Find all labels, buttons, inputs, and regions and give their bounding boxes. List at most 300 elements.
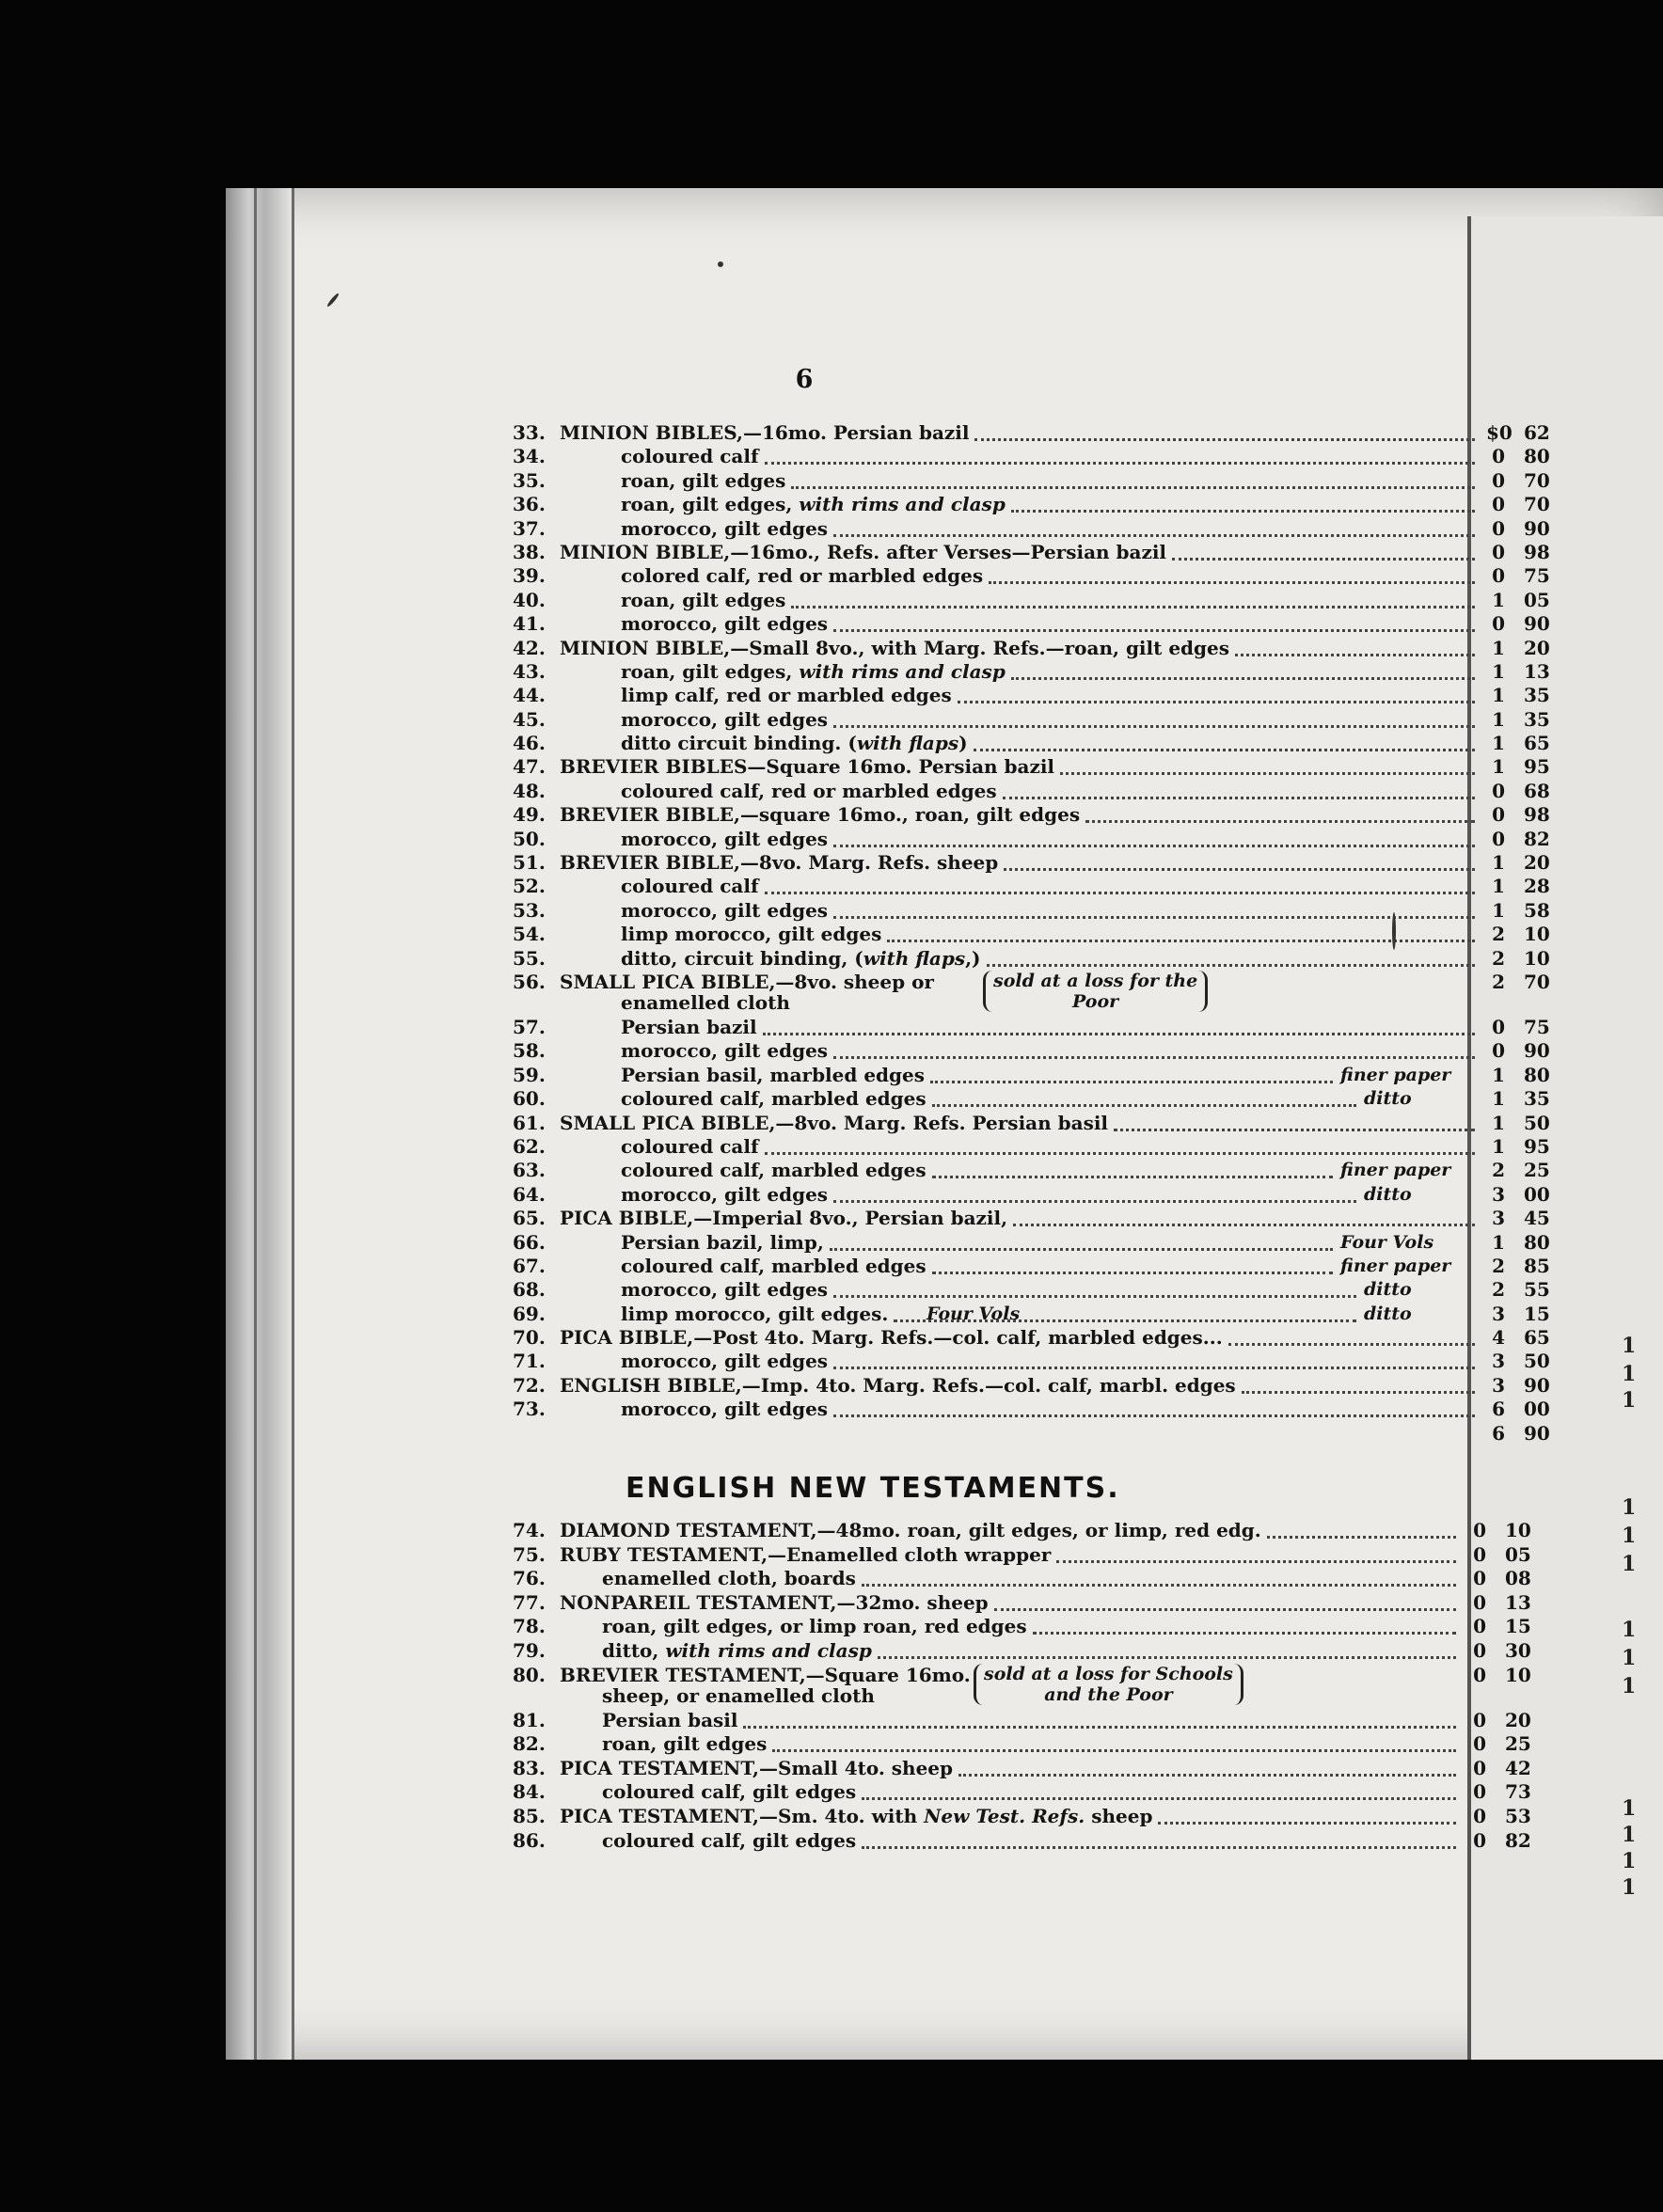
item-number: 54. xyxy=(513,923,546,946)
list-item xyxy=(513,1757,1547,1781)
dot-leader xyxy=(1011,510,1475,513)
price-dollars: 0 xyxy=(1492,827,1505,850)
price-dollars: 0 xyxy=(1492,445,1505,468)
list-item xyxy=(513,803,1550,827)
item-description: BREVIER BIBLE,—8vo. Marg. Refs. sheep xyxy=(560,851,999,875)
item-description: MINION BIBLE,—Small 8vo., with Marg. Refs.—roan, gilt edges xyxy=(560,636,1230,659)
item-number: 80. xyxy=(513,1663,546,1686)
price-dollars: 0 xyxy=(1492,779,1505,802)
price-dollars: 1 xyxy=(1492,707,1505,731)
price-note-line: sold at a loss for the xyxy=(993,970,1198,991)
list-item xyxy=(513,1087,1550,1111)
ink-speck xyxy=(718,261,723,267)
list-item xyxy=(513,1398,1550,1421)
price-dollars: 1 xyxy=(1492,636,1505,659)
price-cents: 20 xyxy=(1524,636,1550,659)
item-description: coloured calf, gilt edges xyxy=(602,1780,857,1804)
item-description: roan, gilt edges xyxy=(621,588,786,611)
dot-leader xyxy=(1033,1632,1456,1635)
item-description: RUBY TESTAMENT,—Enamelled cloth wrapper xyxy=(560,1542,1052,1566)
price-cents: 13 xyxy=(1524,659,1550,683)
section-heading: ENGLISH NEW TESTAMENTS. xyxy=(626,1472,1120,1505)
price-cents: 15 xyxy=(1505,1615,1531,1638)
price-note xyxy=(974,1664,1243,1705)
item-number: 74. xyxy=(513,1519,546,1541)
price-cents: 68 xyxy=(1524,779,1550,802)
price-cents: 62 xyxy=(1524,421,1550,444)
price-dollars: 1 xyxy=(1492,732,1505,755)
dot-leader xyxy=(1004,868,1475,871)
page-number: 6 xyxy=(795,365,814,394)
item-note: ditto xyxy=(1364,1303,1412,1324)
dot-leader xyxy=(1114,1129,1475,1131)
item-number: 78. xyxy=(513,1615,546,1638)
dot-leader xyxy=(830,1248,1333,1251)
price-dollars: 0 xyxy=(1473,1828,1486,1852)
item-description: limp morocco, gilt edges xyxy=(621,923,882,946)
price-dollars: 6 xyxy=(1492,1421,1505,1445)
dot-leader xyxy=(862,1846,1456,1849)
price-cents: 65 xyxy=(1524,1326,1550,1350)
dot-leader xyxy=(932,1272,1333,1274)
list-item xyxy=(513,493,1550,516)
price-cents: 75 xyxy=(1524,1015,1550,1038)
item-description-line2: sheep, or enamelled cloth xyxy=(602,1683,875,1707)
item-description: morocco, gilt edges xyxy=(621,827,829,850)
price-cents: 73 xyxy=(1505,1780,1531,1804)
item-number: 34. xyxy=(513,445,546,468)
item-number: 49. xyxy=(513,803,546,827)
item-description: ENGLISH BIBLE,—Imp. 4to. Marg. Refs.—col. calf, marbl. edges xyxy=(560,1373,1236,1397)
item-number: 61. xyxy=(513,1111,546,1134)
dot-leader xyxy=(958,701,1475,703)
list-item xyxy=(513,827,1550,851)
item-number: 56. xyxy=(513,970,546,993)
dot-leader xyxy=(765,892,1475,894)
dot-leader xyxy=(833,1367,1475,1369)
testament-price-list xyxy=(513,1519,1547,1853)
item-number: 82. xyxy=(513,1732,546,1756)
item-note: Four Vols xyxy=(1340,1231,1434,1253)
price-dollars: 2 xyxy=(1492,1159,1505,1182)
facing-page-fragment: 1 xyxy=(1622,1495,1637,1520)
list-item xyxy=(513,1302,1550,1326)
item-note: ditto xyxy=(1364,1088,1412,1110)
dot-leader xyxy=(862,1797,1456,1800)
dot-leader xyxy=(1003,797,1475,799)
dot-leader xyxy=(862,1584,1456,1587)
price-dollars: 2 xyxy=(1492,1254,1505,1277)
dot-leader xyxy=(1060,772,1475,775)
item-number: 53. xyxy=(513,898,546,922)
item-description: NONPAREIL TESTAMENT,—32mo. sheep xyxy=(560,1590,989,1614)
list-item xyxy=(513,540,1550,564)
item-number: 33. xyxy=(513,421,546,444)
list-item xyxy=(513,468,1550,493)
list-item xyxy=(513,659,1550,684)
dot-leader xyxy=(791,606,1475,608)
price-cents: 35 xyxy=(1524,1087,1550,1111)
list-item xyxy=(513,851,1550,875)
dot-leader xyxy=(932,1104,1356,1107)
ink-speck xyxy=(326,292,341,308)
price-dollars: 0 xyxy=(1492,564,1505,588)
ink-speck xyxy=(1392,912,1396,950)
item-number: 62. xyxy=(513,1134,546,1158)
price-dollars: 0 xyxy=(1473,1732,1486,1756)
item-number: 51. xyxy=(513,851,546,875)
price-dollars: 3 xyxy=(1492,1350,1505,1373)
item-number: 58. xyxy=(513,1039,546,1063)
price-dollars: 1 xyxy=(1492,875,1505,898)
item-number: 75. xyxy=(513,1542,546,1566)
item-number: 47. xyxy=(513,755,546,779)
item-number: 69. xyxy=(513,1302,546,1325)
list-item xyxy=(513,1039,1550,1063)
item-description: ditto, circuit binding, (with flaps,) xyxy=(621,946,981,970)
item-description: PICA BIBLE,—Post 4to. Marg. Refs.—col. calf, marbled edges... xyxy=(560,1326,1223,1350)
item-note: ditto xyxy=(1364,1183,1412,1205)
dot-leader xyxy=(833,916,1475,919)
item-number: 73. xyxy=(513,1398,546,1421)
list-item xyxy=(513,1134,1550,1159)
price-cents: 98 xyxy=(1524,803,1550,827)
price-dollars: 3 xyxy=(1492,1207,1505,1230)
item-note: ditto xyxy=(1364,1279,1412,1301)
list-item xyxy=(513,564,1550,588)
price-cents: 45 xyxy=(1524,1207,1550,1230)
price-dollars: 1 xyxy=(1492,898,1505,922)
facing-page-fragment: 1 xyxy=(1622,1796,1637,1821)
price-dollars: 3 xyxy=(1492,1302,1505,1325)
price-dollars: 1 xyxy=(1492,684,1505,707)
price-dollars: 1 xyxy=(1492,588,1505,611)
item-number: 44. xyxy=(513,684,546,707)
item-number: 50. xyxy=(513,827,546,850)
facing-page-fragment: 1 xyxy=(1622,1674,1637,1698)
item-number: 52. xyxy=(513,875,546,898)
price-cents: 20 xyxy=(1524,851,1550,875)
item-description: morocco, gilt edges xyxy=(621,707,829,731)
price-dollars: 0 xyxy=(1473,1780,1486,1804)
item-description: Persian basil, marbled edges xyxy=(621,1063,925,1086)
price-dollars: 0 xyxy=(1492,493,1505,516)
item-description: PICA TESTAMENT,—Sm. 4to. with New Test. Refs. sheep xyxy=(560,1804,1153,1827)
item-description: Persian basil xyxy=(602,1708,738,1731)
item-description: morocco, gilt edges xyxy=(621,1398,829,1421)
item-description: BREVIER TESTAMENT,—Square 16mo. xyxy=(560,1663,971,1686)
price-dollars: 0 xyxy=(1473,1756,1486,1779)
price-note-line: and the Poor xyxy=(1044,1683,1173,1705)
item-description: BREVIER BIBLES—Square 16mo. Persian bazil xyxy=(560,755,1055,779)
price-cents: 90 xyxy=(1524,1421,1550,1445)
list-item xyxy=(513,1591,1547,1616)
price-note xyxy=(983,971,1208,1012)
item-description: coloured calf xyxy=(621,875,759,898)
list-item xyxy=(513,516,1550,541)
item-number: 35. xyxy=(513,468,546,492)
dot-leader xyxy=(791,486,1475,489)
facing-page-fragment: 1 xyxy=(1622,1334,1637,1358)
dot-leader xyxy=(833,1295,1356,1298)
price-cents: 90 xyxy=(1524,516,1550,540)
list-item xyxy=(513,445,1550,468)
item-description: ditto, with rims and clasp xyxy=(602,1638,872,1662)
price-dollars: 0 xyxy=(1473,1638,1486,1662)
price-dollars: 0 xyxy=(1492,803,1505,827)
dot-leader xyxy=(833,629,1475,632)
price-cents: 98 xyxy=(1524,540,1550,563)
dot-leader xyxy=(743,1726,1456,1729)
item-number: 64. xyxy=(513,1182,546,1206)
price-dollars: 1 xyxy=(1492,1111,1505,1134)
item-description: SMALL PICA BIBLE,—8vo. sheep or xyxy=(560,970,934,993)
dot-leader xyxy=(930,1081,1333,1083)
list-item xyxy=(513,755,1550,779)
facing-page-fragment: 1 xyxy=(1622,1362,1637,1386)
price-dollars: 1 xyxy=(1492,1230,1505,1254)
price-cents: 28 xyxy=(1524,875,1550,898)
list-item xyxy=(513,588,1550,612)
list-item xyxy=(513,1326,1550,1350)
item-description: roan, gilt edges, with rims and clasp xyxy=(621,659,1006,683)
price-note-line: Poor xyxy=(1072,990,1119,1012)
item-number: 76. xyxy=(513,1567,546,1590)
item-description: coloured calf, marbled edges xyxy=(621,1159,927,1182)
item-number: 68. xyxy=(513,1278,546,1302)
item-number: 81. xyxy=(513,1708,546,1731)
dot-leader xyxy=(772,1749,1456,1752)
price-cents: 05 xyxy=(1505,1542,1531,1566)
price-dollars: $0 xyxy=(1486,421,1513,444)
list-item xyxy=(513,946,1550,971)
list-item xyxy=(513,1350,1550,1373)
item-description: roan, gilt edges, with rims and clasp xyxy=(621,493,1006,516)
price-cents: 80 xyxy=(1524,1063,1550,1086)
dot-leader xyxy=(1235,654,1475,656)
item-number: 63. xyxy=(513,1159,546,1182)
price-cents: 70 xyxy=(1524,493,1550,516)
dot-leader xyxy=(833,725,1475,728)
item-number: 36. xyxy=(513,493,546,516)
dot-leader xyxy=(878,1656,1456,1659)
list-item xyxy=(513,1182,1550,1207)
list-item xyxy=(513,636,1550,660)
item-description: PICA TESTAMENT,—Small 4to. sheep xyxy=(560,1756,954,1779)
item-description: coloured calf, marbled edges xyxy=(621,1254,927,1277)
item-description: BREVIER BIBLE,—square 16mo., roan, gilt edges xyxy=(560,803,1081,827)
price-dollars: 0 xyxy=(1492,468,1505,492)
price-cents: 58 xyxy=(1524,898,1550,922)
price-dollars: 2 xyxy=(1492,946,1505,970)
price-cents: 25 xyxy=(1505,1732,1531,1756)
item-description: MINION BIBLES,—16mo. Persian bazil xyxy=(560,421,970,444)
dot-leader xyxy=(1011,677,1475,680)
item-note: finer paper xyxy=(1340,1255,1451,1276)
price-dollars: 1 xyxy=(1492,1134,1505,1158)
list-item xyxy=(513,1159,1550,1182)
facing-page-fragment: 1 xyxy=(1622,1524,1637,1548)
item-description: enamelled cloth, boards xyxy=(602,1567,856,1590)
list-item xyxy=(513,1373,1550,1398)
item-number: 41. xyxy=(513,612,546,636)
list-item xyxy=(513,707,1550,732)
item-note: finer paper xyxy=(1340,1064,1451,1085)
list-item xyxy=(513,970,1550,1016)
price-dollars: 0 xyxy=(1492,516,1505,540)
price-dollars: 0 xyxy=(1473,1519,1486,1541)
item-number: 48. xyxy=(513,779,546,802)
price-dollars: 2 xyxy=(1492,923,1505,946)
price-dollars: 0 xyxy=(1473,1567,1486,1590)
price-cents: 05 xyxy=(1524,588,1550,611)
gutter-line xyxy=(292,188,294,2060)
facing-page-fragment: 1 xyxy=(1622,1552,1637,1576)
gutter-line xyxy=(254,188,257,2060)
item-description: roan, gilt edges xyxy=(602,1732,768,1756)
facing-page-fragment: 1 xyxy=(1622,1823,1637,1847)
dot-leader xyxy=(833,1056,1475,1059)
price-dollars: 0 xyxy=(1492,612,1505,636)
item-number: 70. xyxy=(513,1326,546,1350)
item-number: 66. xyxy=(513,1230,546,1254)
list-item xyxy=(513,1519,1547,1543)
item-description: morocco, gilt edges xyxy=(621,1182,829,1206)
dot-leader xyxy=(887,940,1475,942)
price-dollars: 3 xyxy=(1492,1373,1505,1397)
dot-leader xyxy=(974,438,1475,441)
item-number: 84. xyxy=(513,1780,546,1804)
item-note: finer paper xyxy=(1340,1160,1451,1181)
item-description: Persian bazil xyxy=(621,1015,757,1038)
list-item xyxy=(513,1664,1547,1709)
price-cents: 75 xyxy=(1524,564,1550,588)
price-dollars: 4 xyxy=(1492,1326,1505,1350)
item-number: 46. xyxy=(513,732,546,755)
list-item xyxy=(513,1207,1550,1230)
dot-leader xyxy=(1242,1391,1475,1394)
price-dollars: 0 xyxy=(1473,1663,1486,1686)
price-dollars: 0 xyxy=(1473,1615,1486,1638)
dot-leader xyxy=(1158,1822,1456,1825)
price-cents: 10 xyxy=(1505,1663,1531,1686)
list-item xyxy=(513,1111,1550,1135)
dot-leader xyxy=(1056,1560,1456,1563)
price-cents: 13 xyxy=(1505,1590,1531,1614)
price-cents: 08 xyxy=(1505,1567,1531,1590)
item-number: 67. xyxy=(513,1254,546,1277)
item-number: 72. xyxy=(513,1373,546,1397)
price-dollars: 1 xyxy=(1492,755,1505,779)
list-item xyxy=(513,1278,1550,1302)
scanned-page xyxy=(226,188,1663,2060)
item-description: limp calf, red or marbled edges xyxy=(621,684,952,707)
price-cents: 42 xyxy=(1505,1756,1531,1779)
price-dollars: 0 xyxy=(1492,1015,1505,1038)
price-cents: 25 xyxy=(1524,1159,1550,1182)
dot-leader xyxy=(994,1608,1456,1611)
price-dollars: 0 xyxy=(1473,1708,1486,1731)
list-item xyxy=(513,612,1550,636)
facing-page-fragment: 1 xyxy=(1622,1388,1637,1413)
dot-leader xyxy=(1013,1224,1475,1226)
list-item xyxy=(513,1829,1547,1854)
item-number: 38. xyxy=(513,540,546,563)
item-description: coloured calf, gilt edges xyxy=(602,1828,857,1852)
dot-leader xyxy=(833,1200,1356,1203)
dot-leader xyxy=(932,1176,1333,1178)
item-number: 83. xyxy=(513,1756,546,1779)
item-number: 71. xyxy=(513,1350,546,1373)
item-number: 55. xyxy=(513,946,546,970)
price-cents: 15 xyxy=(1524,1302,1550,1325)
item-number: 60. xyxy=(513,1087,546,1111)
item-description: morocco, gilt edges xyxy=(621,1350,829,1373)
price-cents: 90 xyxy=(1524,1039,1550,1063)
item-description: Persian bazil, limp, xyxy=(621,1230,824,1254)
price-cents: 35 xyxy=(1524,684,1550,707)
item-description: colored calf, red or marbled edges xyxy=(621,564,984,588)
price-cents: 53 xyxy=(1505,1804,1531,1827)
price-dollars: 2 xyxy=(1492,970,1505,993)
item-number: 37. xyxy=(513,516,546,540)
price-cents: 10 xyxy=(1524,946,1550,970)
list-item xyxy=(513,779,1550,803)
item-description: coloured calf, marbled edges xyxy=(621,1087,927,1111)
item-description: SMALL PICA BIBLE,—8vo. Marg. Refs. Persian basil xyxy=(560,1111,1109,1134)
dot-leader xyxy=(833,845,1475,847)
item-number: 86. xyxy=(513,1828,546,1852)
item-description: morocco, gilt edges xyxy=(621,1278,829,1302)
price-dollars: 1 xyxy=(1492,1087,1505,1111)
price-dollars: 0 xyxy=(1473,1590,1486,1614)
price-cents: 90 xyxy=(1524,1373,1550,1397)
item-description: roan, gilt edges, or limp roan, red edges xyxy=(602,1615,1027,1638)
price-cents: 95 xyxy=(1524,1134,1550,1158)
list-item xyxy=(513,421,1550,445)
price-dollars: 0 xyxy=(1473,1804,1486,1827)
price-dollars: 0 xyxy=(1492,540,1505,563)
list-item xyxy=(513,732,1550,755)
price-dollars: 2 xyxy=(1492,1278,1505,1302)
item-number: 65. xyxy=(513,1207,546,1230)
dot-leader xyxy=(1228,1343,1475,1346)
price-dollars: 0 xyxy=(1492,1039,1505,1063)
list-item xyxy=(513,1063,1550,1087)
dot-leader xyxy=(1172,558,1475,561)
price-cents: 00 xyxy=(1524,1182,1550,1206)
dot-leader xyxy=(894,1319,1356,1322)
item-number: 77. xyxy=(513,1590,546,1614)
facing-page-fragment: 1 xyxy=(1622,1849,1637,1873)
facing-page-fragment: 1 xyxy=(1622,1875,1637,1900)
list-item xyxy=(513,684,1550,707)
item-number: 40. xyxy=(513,588,546,611)
dot-leader xyxy=(833,534,1475,537)
price-cents: 95 xyxy=(1524,755,1550,779)
price-dollars: 1 xyxy=(1492,1063,1505,1086)
item-number: 45. xyxy=(513,707,546,731)
item-description: morocco, gilt edges xyxy=(621,898,829,922)
price-cents: 80 xyxy=(1524,1230,1550,1254)
item-number: 39. xyxy=(513,564,546,588)
price-cents: 10 xyxy=(1524,923,1550,946)
dot-leader xyxy=(974,749,1475,751)
list-item xyxy=(513,1615,1547,1639)
price-dollars: 6 xyxy=(1492,1398,1505,1421)
dot-leader xyxy=(1085,820,1475,823)
item-number: 43. xyxy=(513,659,546,683)
